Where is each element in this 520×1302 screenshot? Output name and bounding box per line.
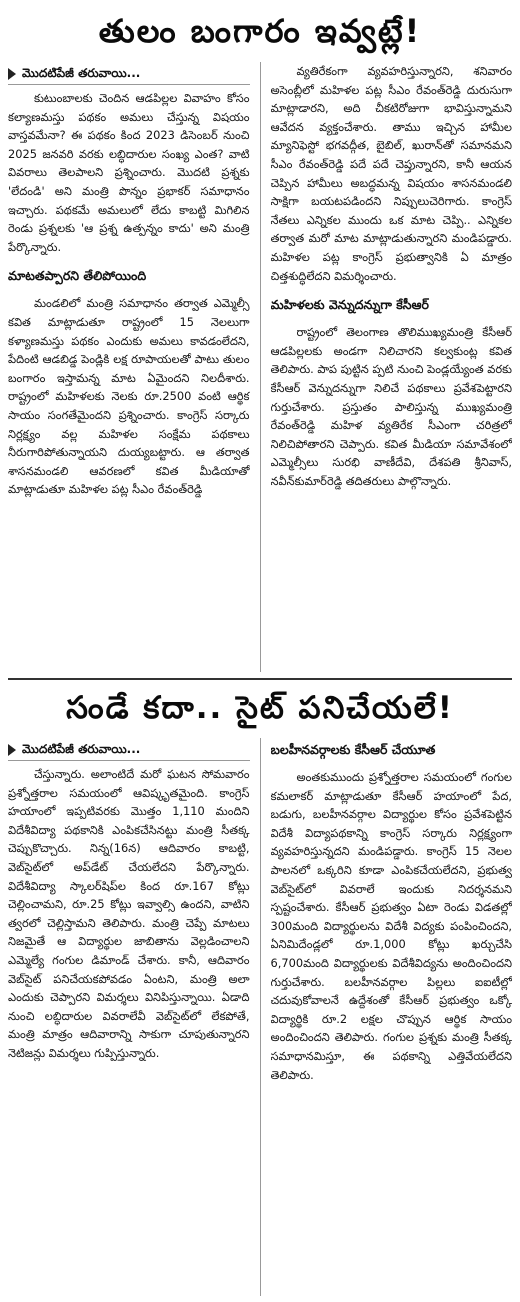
paragraph: మండలిలో మంత్రి సమాధానం తర్వాత ఎమ్మెల్సీ కవిత మాట్లాడుతూ రాష్ట్రంలో 15 నెలలుగా కళ్యాణమస్తు పథకం ఎందుకు అమలు కావడంలేదని, పేదింటి ఆడబిడ్డ పెండ్లికి లక్ష రూపాయలతో పాటు తులం బంగారం ఇస్తామన్న మాట ఏమైందని నిలదీశారు. రాష్ట్రంలో మహిళలకు నెలకు రూ.2500 వంటి ఆర్థిక సాయం సంగతేమైందని ప్రశ్నించారు. కాంగ్రెస్ సర్కారు నిర్లక్ష్యం వల్ల మహిళల సంక్షేమ పథకాలు నీరుగారిపోతున్నాయని దుయ్యబట్టారు. ఆ తర్వాత శాసనమండలి ఆవరణలో కవిత మీడియాతో మాట్లాడుతూ మహిళల పట్ల సీఎం రేవంత్‌రెడ్డి (8, 296, 250, 497)
continuation-label (8, 740, 250, 761)
story1-headline: తులం బంగారం ఇవ్వట్లే! (98, 12, 422, 50)
paragraph: చేస్తున్నారు. అలాంటిదే మరో ఘటన సోమవారం ప్రశ్నోత్తరాల సమయంలో ఆవిష్కృతమైంది. కాంగ్రెస్ హయాంలో ఇప్పటివరకు మొత్తం 1,110 మందిని విదేశీవిద్యా పథకానికి ఎంపికచేసినట్టు మంత్రి సీతక్క చెప్పుకొచ్చారు. నిన్న(16న) ఆదివారం కాబట్టి, వెబ్‌సైట్‌లో అప్‌డేట్ చేయలేదని పేర్కొన్నారు. విదేశీవిద్యా స్కాలర్‌షిప్‌ల కింద రూ.167 కోట్లు చెల్లించామని, రూ.25 కోట్లు ఇవ్వాల్సి ఉందని, వాటిని త్వరలో చెల్లిస్తామని తెలిపారు. మంత్రి చెప్పే మాటలు నిజమైతే ఆ విద్యార్థుల జాబితాను వెల్లడించాలని ఎమ్మెల్యే గంగుల డిమాండ్ చేశారు. కానీ, ఆదివారం వెబ్‌సైట్ పనిచేయకపోవడం ఏంటని, మంత్రి అలా ఎందుకు చెప్పారని విమర్శలు వినిపిస్తున్నాయి. ఏడాది నుంచి లబ్ధిదారుల వివరాలేవీ వెబ్‌సైట్‌లో లేకపోతే, మంత్రి మాత్రం ఆదివారాన్ని సాకుగా చూపుతున్నారని నెటిజన్లు విమర్శలు గుప్పిస్తున్నారు. (8, 767, 250, 1060)
story2-headline: సండే కదా.. సైట్ పనిచేయలే! (66, 690, 454, 726)
story1-left-column (8, 62, 250, 672)
story1-body (8, 62, 512, 672)
triangle-bullet-icon (8, 744, 16, 756)
column-rule (260, 62, 261, 672)
story2-body (8, 738, 512, 1296)
subheading: మాటతప్పారని తేలిపోయింది (8, 268, 147, 284)
continuation-text: మొదటిపేజీ తరువాయి... (22, 741, 141, 756)
paragraph: వ్యతిరేకంగా వ్యవహరిస్తున్నారని, శనివారం అసెంబ్లీలో మహిళల పట్ల సీఎం రేవంత్‌రెడ్డి దురుసుగా మాట్లాడారని, అది చీకటిరోజుగా భావిస్తున్నామని ఆవేదన వ్యక్తంచేశారు. తాము ఇచ్చిన హామీల మ్యానిఫెస్టో భగవద్గీత, బైబిల్, ఖురాన్‌తో సమానమని సీఎం రేవంత్‌రెడ్డి పదే పదే చెప్తున్నారని, కానీ ఆయన చెప్పిన హామీలు అబద్ధమన్న విషయం శాసనమండలి సాక్షిగా బయటపడిందని నిప్పులుచెరిగారు. కాంగ్రెస్ నేతలు ఎన్నికల ముందు ఒక మాట చెప్పి.. ఎన్నికల తర్వాత మరో మాట మాట్లాడుతున్నారని మండిపడ్డారు. మహిళల పట్ల కాంగ్రెస్ ప్రభుత్వానికి ఏ మాత్రం చిత్తశుద్ధిలేదని విమర్శించారు. (270, 64, 513, 283)
continuation-label (8, 64, 250, 85)
continuation-text: మొదటిపేజీ తరువాయి... (22, 65, 141, 80)
subheading: మహిళలకు వెన్నుదన్నుగా కేసీఆర్ (270, 297, 429, 313)
triangle-bullet-icon (8, 68, 16, 80)
subheading: బలహీనవర్గాలకు కేసీఆర్ చేయూత (270, 742, 436, 757)
story1-right-column (271, 62, 513, 672)
paragraph: కుటుంబాలకు చెందిన ఆడపిల్లల వివాహం కోసం కల్యాణమస్తు పథకం అమలు చేస్తున్న విషయం వాస్తవమేనా? ఈ పథకం కింద 2023 డిసెంబర్ నుంచి 2025 జనవరి వరకు లబ్ధిదారుల సంఖ్య ఎంత? వాటి వివరాలు తెలపాలని ప్రశ్నించారు. మొదటి ప్రశ్నకు 'లేదండి' అని మంత్రి పొన్నం ప్రభాకర్ సమాధానం ఇచ్చారు. పథకమే అమలులో లేదు కాబట్టి మిగిలిన రెండు ప్రశ్నలకు 'ఆ ప్రశ్న ఉత్పన్నం కాదు' అని మంత్రి పేర్కొన్నారు. (8, 91, 250, 254)
column-rule (260, 738, 261, 1296)
paragraph: అంతకుముందు ప్రశ్నోత్తరాల సమయంలో గంగుల కమలాకర్ మాట్లాడుతూ కేసీఆర్ హయాంలో పేద, బడుగు, బలహీనవర్గాల విద్యార్థుల కోసం ప్రవేశపెట్టిన విదేశీ విద్యాపథకాన్ని కాంగ్రెస్ సర్కారు నిర్లక్ష్యంగా వ్యవహరిస్తున్నదని మండిపడ్డారు. కాంగ్రెస్ 15 నెలల పాలనలో ఒక్కరిని కూడా ఎంపికచేయలేదని, ప్రభుత్వ వెబ్‌సైట్‌లో వివరాలే ఇందుకు నిదర్శనమని స్పష్టంచేశారు. కేసీఆర్ ప్రభుత్వం ఏటా రెండు విడతల్లో 300మంది విద్యార్థులను విదేశీ విద్యకు పంపించిందని, ఏనిమిదేండ్లలో రూ.1,000 కోట్లు ఖర్చుచేసి 6,700మంది విద్యార్థులకు విదేశీవిద్యను అందించిందని గుర్తుచేశారు. బలహీనవర్గాల పిల్లలు ఐఐటీల్లో చదువుకోవాలనే ఉద్దేశంతో కేసీఆర్ ప్రభుత్వం ఒక్కో విద్యార్థికి రూ.2 లక్షల చొప్పున ఆర్థిక సాయం అందించిందని తెలిపారు. గంగుల ప్రశ్నకు మంత్రి సీతక్క సమాధానమిస్తూ, ఈ పథకాన్ని ఎత్తివేయలేదని తెలిపారు. (270, 770, 513, 1082)
story2-right-column (271, 738, 513, 1296)
paragraph: రాష్ట్రంలో తెలంగాణ తొలిముఖ్యమంత్రి కేసీఆర్ ఆడపిల్లలకు అండగా నిలిచారని కల్వకుంట్ల కవిత తెలిపారు. పాప పుట్టిన ప్పటి నుంచి పెండ్లయ్యేంత వరకు కేసీఆర్ వెన్నుదన్నుగా నిలిచే పథకాలు ప్రవేశపెట్టారని గుర్తుచేశారు. ప్రస్తుతం పాలిస్తున్న ముఖ్యమంత్రి రేవంత్‌రెడ్డి మహిళ వ్యతిరేక సీఎంగా చరిత్రలో నిలిచిపోతారని చెప్పారు. కవిత మీడియా సమావేశంలో ఎమ్మెల్సీలు సురభి వాణీదేవి, దేశపతి శ్రీనివాస్, నవీన్‌కుమార్‌రెడ్డి తదితరులు పాల్గొన్నారు. (270, 325, 513, 488)
story2-left-column (8, 738, 250, 1296)
